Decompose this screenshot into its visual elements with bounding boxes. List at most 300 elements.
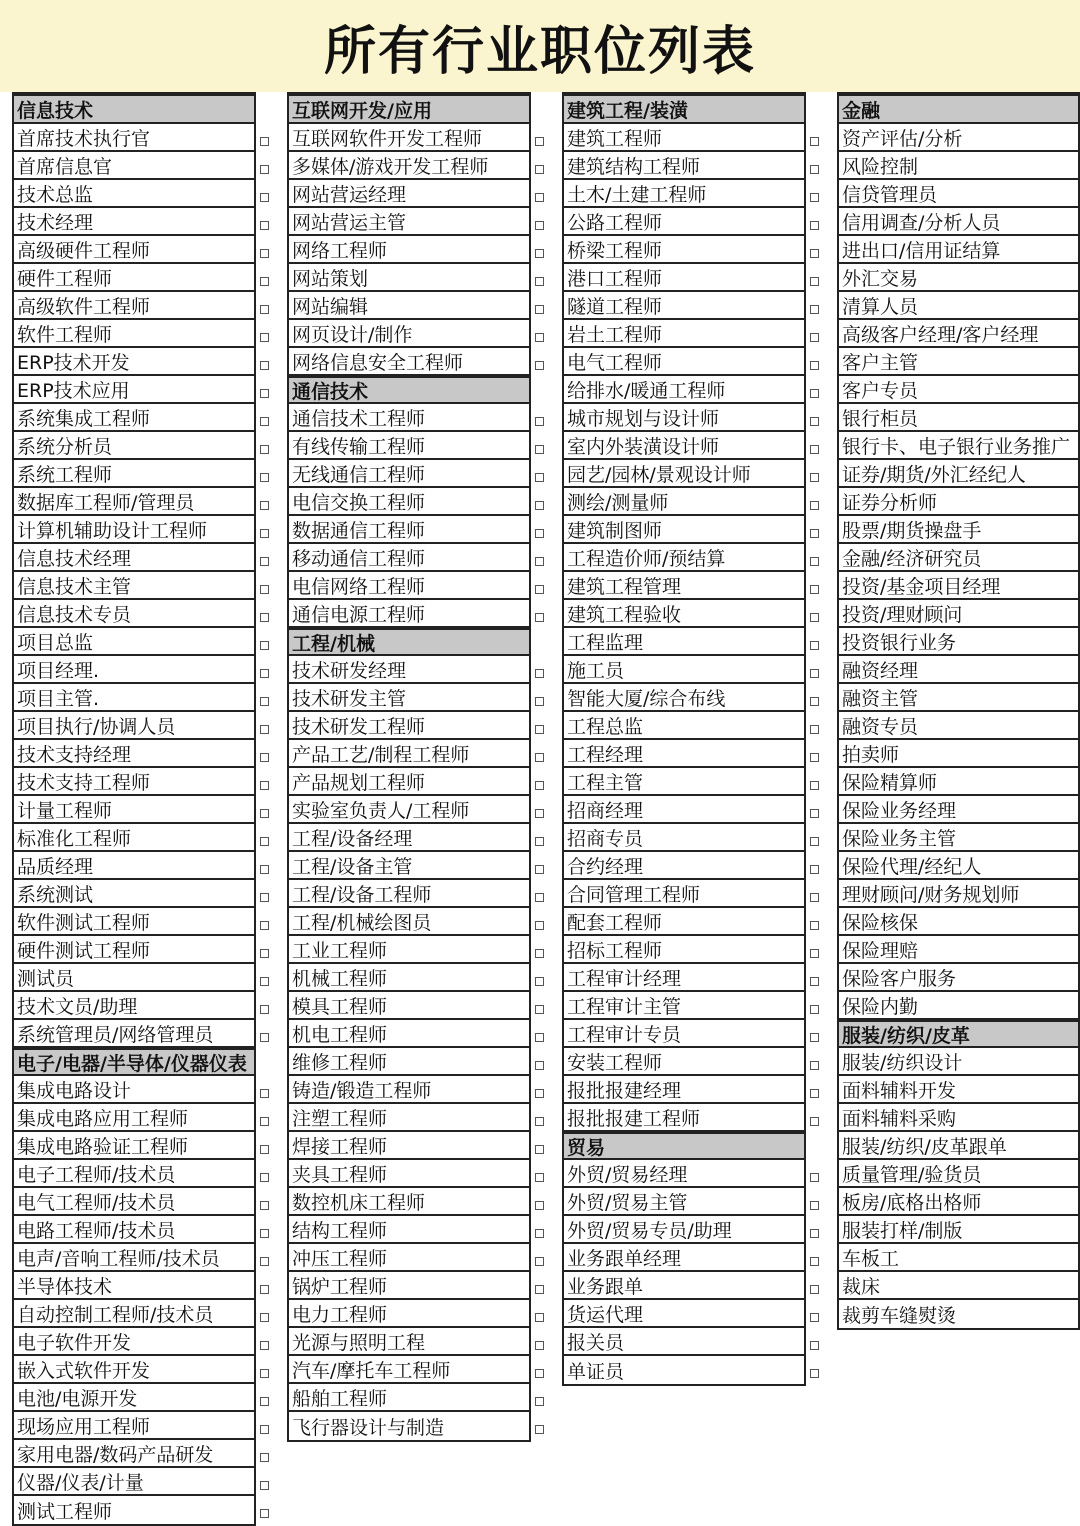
job-title-row: 系统管理员/网络管理员 — [14, 1020, 254, 1048]
checkbox-icon — [260, 1453, 269, 1462]
job-title-row: 投资/基金项目经理 — [839, 572, 1078, 600]
checkbox-icon — [535, 1369, 544, 1378]
job-title-row: 产品工艺/制程工程师 — [289, 740, 529, 768]
checkbox-icon — [810, 249, 819, 258]
job-title-row: 网站策划 — [289, 264, 529, 292]
checkbox-icon — [535, 277, 544, 286]
job-title-row: 工程总监 — [564, 712, 804, 740]
job-title-row: 集成电路设计 — [14, 1076, 254, 1104]
checkbox-icon — [535, 249, 544, 258]
checkbox-icon — [260, 1173, 269, 1182]
checkbox-icon — [260, 473, 269, 482]
checkbox-icon — [260, 137, 269, 146]
job-title-row: 工业工程师 — [289, 936, 529, 964]
checkbox-icon — [535, 417, 544, 426]
checkbox-icon — [535, 473, 544, 482]
job-title-row: 港口工程师 — [564, 264, 804, 292]
job-title-row: 保险业务主管 — [839, 824, 1078, 852]
job-title-row: 电子软件开发 — [14, 1328, 254, 1356]
checkbox-icon — [260, 977, 269, 986]
checkbox-icon — [810, 781, 819, 790]
job-title-row: 保险理赔 — [839, 936, 1078, 964]
checkbox-icon — [260, 837, 269, 846]
job-title-row: 通信电源工程师 — [289, 600, 529, 628]
checkbox-icon — [260, 809, 269, 818]
job-title-row: 技术文员/助理 — [14, 992, 254, 1020]
checkbox-icon — [535, 221, 544, 230]
job-title-row: 数控机床工程师 — [289, 1188, 529, 1216]
job-title-row: 注塑工程师 — [289, 1104, 529, 1132]
job-title-row: 货运代理 — [564, 1300, 804, 1328]
job-title-row: 电信交换工程师 — [289, 488, 529, 516]
job-title-row: 城市规划与设计师 — [564, 404, 804, 432]
job-title-row: 金融/经济研究员 — [839, 544, 1078, 572]
job-title-row: 裁剪车缝熨烫 — [842, 1304, 957, 1327]
checkbox-icon — [260, 1257, 269, 1266]
job-title-row: 进出口/信用证结算 — [839, 236, 1078, 264]
checkbox-icon — [535, 697, 544, 706]
job-title-row: 信用调查/分析人员 — [839, 208, 1078, 236]
job-title-row: 系统工程师 — [14, 460, 254, 488]
job-title-row: 保险业务经理 — [839, 796, 1078, 824]
checkbox-icon — [810, 1201, 819, 1210]
checkbox-icon — [810, 557, 819, 566]
job-title-row: 网络工程师 — [289, 236, 529, 264]
job-title-row: 投资/理财顾问 — [839, 600, 1078, 628]
checkbox-icon — [810, 1369, 819, 1378]
checkbox-icon — [810, 1117, 819, 1126]
checkbox-icon — [810, 641, 819, 650]
job-title-row: 建筑工程师 — [564, 124, 804, 152]
column-it-electronics — [12, 92, 256, 1526]
checkbox-icon — [260, 1369, 269, 1378]
job-title-row: 电力工程师 — [289, 1300, 529, 1328]
job-title-row: 软件工程师 — [14, 320, 254, 348]
job-title-row: 外贸/贸易专员/助理 — [564, 1216, 804, 1244]
checkbox-icon — [260, 165, 269, 174]
job-title-row: 信贷管理员 — [839, 180, 1078, 208]
section-header: 贸易 — [564, 1132, 804, 1160]
job-title-row: 首席信息官 — [14, 152, 254, 180]
job-title-row: 银行卡、电子银行业务推广 — [839, 432, 1078, 460]
job-title-row: 板房/底格出格师 — [839, 1188, 1078, 1216]
checkbox-icon — [260, 193, 269, 202]
job-title-row: 家用电器/数码产品研发 — [14, 1440, 254, 1468]
checkbox-icon — [260, 221, 269, 230]
job-title-row: 电气工程师 — [564, 348, 804, 376]
job-title-row: 保险客户服务 — [839, 964, 1078, 992]
checkbox-icon — [535, 529, 544, 538]
job-title-row: 工程经理 — [564, 740, 804, 768]
job-title-row: 智能大厦/综合布线 — [564, 684, 804, 712]
checkbox-icon — [535, 1201, 544, 1210]
section-header: 建筑工程/装潢 — [564, 96, 804, 124]
checkbox-icon — [810, 893, 819, 902]
checkbox-icon — [535, 1005, 544, 1014]
checkbox-icon — [810, 977, 819, 986]
job-title-row: 系统测试 — [14, 880, 254, 908]
job-title-row: 投资银行业务 — [839, 628, 1078, 656]
job-title-row: 建筑工程管理 — [564, 572, 804, 600]
job-title-row: 网页设计/制作 — [289, 320, 529, 348]
checkbox-icon — [535, 1229, 544, 1238]
checkbox-icon — [535, 305, 544, 314]
page-title: 所有行业职位列表 — [323, 21, 756, 82]
checkbox-icon — [810, 501, 819, 510]
checkbox-icon — [535, 781, 544, 790]
checkbox-icon — [535, 725, 544, 734]
job-title-row: 汽车/摩托车工程师 — [289, 1356, 529, 1384]
checkbox-icon — [260, 1229, 269, 1238]
job-title-row: 外贸/贸易经理 — [564, 1160, 804, 1188]
job-title-row: 保险内勤 — [839, 992, 1078, 1020]
job-title-row: 拍卖师 — [839, 740, 1078, 768]
section-header: 互联网开发/应用 — [289, 96, 529, 124]
job-title-row: 实验室负责人/工程师 — [289, 796, 529, 824]
checkbox-icon — [260, 417, 269, 426]
job-title-row: 船舶工程师 — [289, 1384, 529, 1412]
checkbox-icon — [535, 1145, 544, 1154]
job-title-row: 信息技术主管 — [14, 572, 254, 600]
job-title-row: 集成电路验证工程师 — [14, 1132, 254, 1160]
job-title-row: 模具工程师 — [289, 992, 529, 1020]
checkbox-icon — [260, 1033, 269, 1042]
checkbox-icon — [260, 1397, 269, 1406]
job-title-row: 工程审计专员 — [564, 1020, 804, 1048]
job-title-row: 工程/设备经理 — [289, 824, 529, 852]
job-title-row: 室内外装潢设计师 — [564, 432, 804, 460]
checkbox-icon — [810, 305, 819, 314]
job-title-row: 铸造/锻造工程师 — [289, 1076, 529, 1104]
job-title-row: 半导体技术 — [14, 1272, 254, 1300]
checkbox-icon — [810, 697, 819, 706]
job-title-row: 保险精算师 — [839, 768, 1078, 796]
checkbox-icon — [810, 1005, 819, 1014]
checkbox-icon — [810, 473, 819, 482]
job-title-row: 工程监理 — [564, 628, 804, 656]
checkbox-icon — [810, 361, 819, 370]
title-banner — [0, 0, 1080, 92]
job-title-row: 安装工程师 — [564, 1048, 804, 1076]
job-title-row: 互联网软件开发工程师 — [289, 124, 529, 152]
checkbox-icon — [535, 1285, 544, 1294]
checkbox-icon — [810, 221, 819, 230]
column-table — [837, 92, 1080, 1330]
job-title-row: 高级硬件工程师 — [14, 236, 254, 264]
checkbox-icon — [260, 613, 269, 622]
job-title-row: 土木/土建工程师 — [564, 180, 804, 208]
checkbox-icon — [260, 697, 269, 706]
checkbox-icon — [260, 1509, 269, 1518]
job-title-row: 网站编辑 — [289, 292, 529, 320]
checkbox-icon — [810, 445, 819, 454]
job-title-row: 焊接工程师 — [289, 1132, 529, 1160]
checkbox-icon — [535, 753, 544, 762]
job-title-row: 测绘/测量师 — [564, 488, 804, 516]
job-title-row: 信息技术经理 — [14, 544, 254, 572]
checkbox-icon — [810, 417, 819, 426]
job-title-row: 锅炉工程师 — [289, 1272, 529, 1300]
job-title-row: 电子工程师/技术员 — [14, 1160, 254, 1188]
column-table — [287, 92, 531, 1442]
job-title-row: 外汇交易 — [839, 264, 1078, 292]
checkbox-icon — [535, 585, 544, 594]
job-title-row: 多媒体/游戏开发工程师 — [289, 152, 529, 180]
job-title-row: 硬件测试工程师 — [14, 936, 254, 964]
checkbox-icon — [810, 529, 819, 538]
job-title-row: 技术研发主管 — [289, 684, 529, 712]
job-title-row: 技术总监 — [14, 180, 254, 208]
checkbox-icon — [260, 669, 269, 678]
checkbox-icon — [810, 669, 819, 678]
job-title-row: 合同管理工程师 — [564, 880, 804, 908]
checkbox-icon — [810, 277, 819, 286]
job-title-row: 电池/电源开发 — [14, 1384, 254, 1412]
checkbox-icon — [260, 781, 269, 790]
job-title-row: 面料辅料采购 — [839, 1104, 1078, 1132]
checkbox-icon — [535, 949, 544, 958]
job-title-row: 合约经理 — [564, 852, 804, 880]
job-title-row: 品质经理 — [14, 852, 254, 880]
job-title-row: 电路工程师/技术员 — [14, 1216, 254, 1244]
checkbox-icon — [260, 305, 269, 314]
job-title-row: 建筑结构工程师 — [564, 152, 804, 180]
job-title-row: 软件测试工程师 — [14, 908, 254, 936]
job-title-row: 机械工程师 — [289, 964, 529, 992]
job-title-row: 配套工程师 — [564, 908, 804, 936]
job-title-row: ERP技术开发 — [14, 348, 254, 376]
checkbox-icon — [810, 949, 819, 958]
checkbox-icon — [260, 1425, 269, 1434]
checkbox-icon — [810, 1313, 819, 1322]
checkbox-icon — [535, 977, 544, 986]
checkbox-icon — [535, 1341, 544, 1350]
job-title-row: 飞行器设计与制造 — [292, 1416, 445, 1439]
checkbox-icon — [810, 1341, 819, 1350]
checkbox-icon — [810, 921, 819, 930]
checkbox-icon — [535, 921, 544, 930]
job-title-row: 客户专员 — [839, 376, 1078, 404]
job-title-row: 通信技术工程师 — [289, 404, 529, 432]
checkbox-icon — [260, 389, 269, 398]
checkbox-icon — [810, 137, 819, 146]
job-title-row: 有线传输工程师 — [289, 432, 529, 460]
job-title-row: 质量管理/验货员 — [839, 1160, 1078, 1188]
checkbox-icon — [260, 1285, 269, 1294]
job-title-row: 冲压工程师 — [289, 1244, 529, 1272]
job-title-row: 产品规划工程师 — [289, 768, 529, 796]
job-title-row: 技术研发经理 — [289, 656, 529, 684]
job-title-row: 系统分析员 — [14, 432, 254, 460]
section-header: 金融 — [839, 96, 1078, 124]
checkbox-icon — [260, 529, 269, 538]
job-title-row: 外贸/贸易主管 — [564, 1188, 804, 1216]
job-title-row: 股票/期货操盘手 — [839, 516, 1078, 544]
job-title-row: 项目总监 — [14, 628, 254, 656]
checkbox-icon — [260, 1313, 269, 1322]
job-title-row: 工程主管 — [564, 768, 804, 796]
job-title-row: 信息技术专员 — [14, 600, 254, 628]
checkbox-icon — [535, 865, 544, 874]
job-title-row: 理财顾问/财务规划师 — [839, 880, 1078, 908]
job-title-row: 证券分析师 — [839, 488, 1078, 516]
checkbox-icon — [535, 165, 544, 174]
section-header: 工程/机械 — [289, 628, 529, 656]
job-title-row: 清算人员 — [839, 292, 1078, 320]
column-internet-telecom-engineering — [287, 92, 531, 1442]
job-title-row: 招商经理 — [564, 796, 804, 824]
job-title-row: 维修工程师 — [289, 1048, 529, 1076]
job-title-row: 融资经理 — [839, 656, 1078, 684]
checkbox-icon — [810, 837, 819, 846]
job-title-row: 测试工程师 — [17, 1500, 113, 1523]
checkbox-icon — [535, 809, 544, 818]
checkbox-icon — [535, 669, 544, 678]
job-title-row: 证券/期货/外汇经纪人 — [839, 460, 1078, 488]
job-title-row: 报批报建经理 — [564, 1076, 804, 1104]
checkbox-icon — [810, 193, 819, 202]
job-title-row: 保险代理/经纪人 — [839, 852, 1078, 880]
job-title-row: 工程造价师/预结算 — [564, 544, 804, 572]
job-title-row: 系统集成工程师 — [14, 404, 254, 432]
job-title-row: 公路工程师 — [564, 208, 804, 236]
checkbox-icon — [535, 837, 544, 846]
checkbox-icon — [260, 725, 269, 734]
job-title-row: 桥梁工程师 — [564, 236, 804, 264]
job-title-row: 自动控制工程师/技术员 — [14, 1300, 254, 1328]
job-title-row: 服装/纺织设计 — [839, 1048, 1078, 1076]
job-title-row: 电信网络工程师 — [289, 572, 529, 600]
checkbox-icon — [260, 277, 269, 286]
checkbox-icon — [810, 389, 819, 398]
section-header: 信息技术 — [14, 96, 254, 124]
job-title-row: 银行柜员 — [839, 404, 1078, 432]
job-title-row: 工程审计主管 — [564, 992, 804, 1020]
job-title-row: 业务跟单经理 — [564, 1244, 804, 1272]
job-title-row: 高级客户经理/客户经理 — [839, 320, 1078, 348]
checkbox-icon — [535, 445, 544, 454]
job-title-row: 融资主管 — [839, 684, 1078, 712]
job-title-row: 隧道工程师 — [564, 292, 804, 320]
job-title-row: 技术支持工程师 — [14, 768, 254, 796]
checkbox-icon — [260, 1117, 269, 1126]
column-table — [562, 92, 806, 1386]
job-title-row: 计量工程师 — [14, 796, 254, 824]
checkbox-icon — [260, 641, 269, 650]
job-title-row: 首席技术执行官 — [14, 124, 254, 152]
job-title-row: 报批报建工程师 — [564, 1104, 804, 1132]
job-title-row: 工程/设备工程师 — [289, 880, 529, 908]
job-title-row: 建筑制图师 — [564, 516, 804, 544]
job-title-row: 网站营运经理 — [289, 180, 529, 208]
job-title-row: 网络信息安全工程师 — [289, 348, 529, 376]
checkbox-icon — [810, 613, 819, 622]
job-title-row: 夹具工程师 — [289, 1160, 529, 1188]
checkbox-icon — [535, 1173, 544, 1182]
job-title-row: 车板工 — [839, 1244, 1078, 1272]
job-title-row: 报关员 — [564, 1328, 804, 1356]
job-title-row: 技术研发工程师 — [289, 712, 529, 740]
checkbox-icon — [810, 865, 819, 874]
checkbox-icon — [535, 893, 544, 902]
job-title-row: 移动通信工程师 — [289, 544, 529, 572]
checkbox-icon — [810, 725, 819, 734]
job-title-row: 业务跟单 — [564, 1272, 804, 1300]
checkbox-icon — [810, 585, 819, 594]
checkbox-icon — [535, 1257, 544, 1266]
job-title-row: 工程/设备主管 — [289, 852, 529, 880]
job-title-row: 工程审计经理 — [564, 964, 804, 992]
job-title-row: 招标工程师 — [564, 936, 804, 964]
job-title-row: 项目主管. — [14, 684, 254, 712]
checkbox-icon — [535, 333, 544, 342]
checkbox-icon — [810, 1229, 819, 1238]
job-title-row: 电声/音响工程师/技术员 — [14, 1244, 254, 1272]
job-title-row: 电气工程师/技术员 — [14, 1188, 254, 1216]
checkbox-icon — [810, 809, 819, 818]
checkbox-icon — [810, 1089, 819, 1098]
checkbox-icon — [535, 137, 544, 146]
job-title-row: 高级软件工程师 — [14, 292, 254, 320]
job-title-row: 技术支持经理 — [14, 740, 254, 768]
checkbox-icon — [260, 1089, 269, 1098]
checkbox-icon — [260, 753, 269, 762]
job-title-row: 资产评估/分析 — [839, 124, 1078, 152]
checkbox-icon — [260, 361, 269, 370]
checkbox-icon — [260, 865, 269, 874]
checkbox-icon — [260, 445, 269, 454]
checkbox-icon — [260, 249, 269, 258]
checkbox-icon — [260, 921, 269, 930]
job-title-row: 硬件工程师 — [14, 264, 254, 292]
job-title-row: 网站营运主管 — [289, 208, 529, 236]
job-title-row: 计算机辅助设计工程师 — [14, 516, 254, 544]
checkbox-icon — [260, 1201, 269, 1210]
checkbox-icon — [535, 1061, 544, 1070]
checkbox-icon — [535, 613, 544, 622]
checkbox-icon — [810, 1061, 819, 1070]
job-title-row: 测试员 — [14, 964, 254, 992]
job-title-row: 现场应用工程师 — [14, 1412, 254, 1440]
job-title-row: 技术经理 — [14, 208, 254, 236]
checkbox-icon — [260, 501, 269, 510]
job-title-row: ERP技术应用 — [14, 376, 254, 404]
checkbox-icon — [810, 1257, 819, 1266]
checkbox-icon — [260, 893, 269, 902]
job-title-row: 保险核保 — [839, 908, 1078, 936]
checkbox-icon — [535, 1313, 544, 1322]
job-title-row: 岩土工程师 — [564, 320, 804, 348]
checkbox-icon — [535, 1397, 544, 1406]
column-finance-apparel — [837, 92, 1080, 1330]
job-title-row: 标准化工程师 — [14, 824, 254, 852]
job-title-row: 机电工程师 — [289, 1020, 529, 1048]
job-title-row: 招商专员 — [564, 824, 804, 852]
checkbox-icon — [260, 557, 269, 566]
checkbox-icon — [260, 1005, 269, 1014]
checkbox-icon — [535, 1033, 544, 1042]
job-title-row: 给排水/暖通工程师 — [564, 376, 804, 404]
checkbox-icon — [535, 193, 544, 202]
checkbox-icon — [810, 753, 819, 762]
job-title-row: 裁床 — [839, 1272, 1078, 1300]
checkbox-icon — [260, 1341, 269, 1350]
checkbox-icon — [810, 333, 819, 342]
checkbox-icon — [260, 1145, 269, 1154]
section-header: 电子/电器/半导体/仪器仪表 — [14, 1048, 254, 1076]
checkbox-icon — [260, 949, 269, 958]
job-title-row: 工程/机械绘图员 — [289, 908, 529, 936]
